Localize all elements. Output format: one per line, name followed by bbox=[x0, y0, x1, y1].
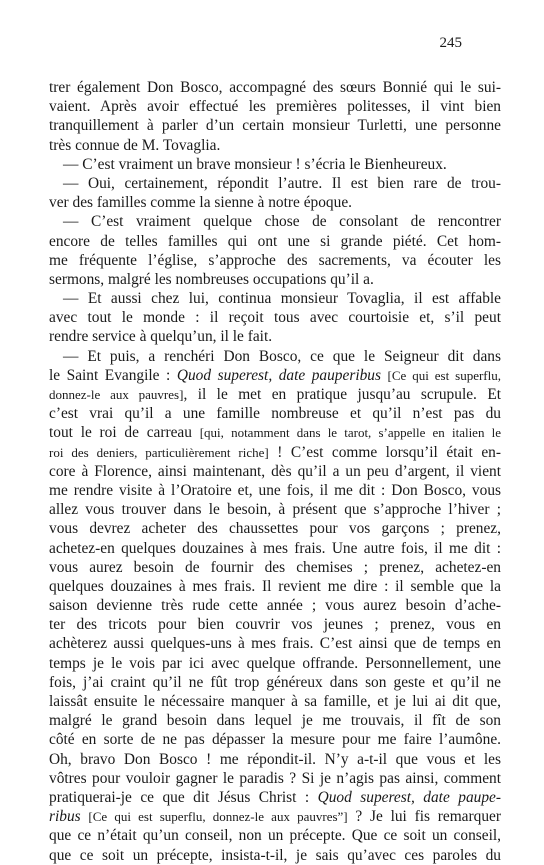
text-line bbox=[49, 155, 501, 174]
latin-quote: Quod superest, date pauperibus bbox=[176, 366, 381, 384]
text-segment: trer également Don Bosco, accompagné des sœurs Bonnié qui le sui- bbox=[49, 79, 501, 96]
text-line bbox=[49, 443, 501, 462]
text-line bbox=[49, 788, 501, 807]
text-line bbox=[49, 193, 501, 212]
text-segment: — C’est vraiment un brave monsieur ! s’écria le Bienheureux. bbox=[63, 155, 447, 173]
text-segment: le Saint Evangile : bbox=[49, 366, 177, 384]
translator-note: [Ce qui est superflu, donnez-le aux pauvres”] bbox=[88, 809, 348, 825]
text-line bbox=[49, 174, 501, 193]
text-segment: allez vous trouver dans le besoin, à présent que s’approche l’hiver ; bbox=[49, 501, 501, 519]
text-line bbox=[49, 750, 501, 769]
translator-note: [qui, notamment dans le tarot, s’appelle en italien le bbox=[199, 425, 501, 441]
text-segment: achèterez aussi quelques-uns à mes frais. C’est ainsi que de temps en bbox=[49, 635, 501, 653]
text-segment: que ce n’était qu’un conseil, non un précepte. Que ce soit un conseil, bbox=[49, 827, 501, 845]
text-line bbox=[49, 270, 501, 289]
text-line bbox=[49, 366, 501, 385]
translator-note: donnez-le aux pauvres] bbox=[49, 387, 184, 402]
text-line bbox=[49, 596, 501, 615]
text-line bbox=[49, 807, 501, 826]
text-segment: vous aurez besoin de fournir des chemises ; prenez, achetez-en bbox=[49, 558, 501, 576]
latin-quote: Quod superest, date paupe- bbox=[317, 788, 501, 806]
text-segment: me fréquente l’église, s’approche des sacrements, va écouter les bbox=[49, 251, 501, 269]
text-segment: malgré le grand besoin dans lequel je me trouvais, il fît de son bbox=[49, 712, 501, 730]
text-segment: ! C’est comme lorsqu’il était en- bbox=[268, 443, 501, 461]
text-segment: que ce soit un précepte, insista-t-il, je sais qu’avec ces paroles du bbox=[49, 846, 501, 864]
text-segment: ter des tricots pour bien couvrir vos jeunes ; prenez, vous en bbox=[49, 616, 501, 634]
text-line bbox=[49, 654, 501, 673]
text-segment: sermons, malgré les nombreuses occupations qu’il a. bbox=[49, 270, 374, 288]
text-line bbox=[49, 97, 501, 116]
text-segment: laissât ensuite le nécessaire manquer à sa famille, et je lui ai dit que, bbox=[49, 693, 501, 710]
text-segment: très connue de M. Tovaglia. bbox=[49, 136, 221, 154]
text-line bbox=[49, 711, 501, 730]
translator-note: roi des deniers, particulièrement riche] bbox=[49, 444, 269, 460]
text-line bbox=[49, 347, 501, 366]
text-segment: fois, j’ai craint qu’il ne fût trop généreux dans son geste et qu’il ne bbox=[49, 673, 501, 691]
text-line bbox=[49, 78, 501, 97]
text-line bbox=[49, 519, 501, 538]
text-line bbox=[49, 404, 501, 423]
text-segment: avec tout le monde : il reçoit tous avec courtoisie et, s’il peut bbox=[49, 309, 501, 327]
text-segment: vous devrez acheter des chaussettes pour vos garçons ; prenez, bbox=[49, 520, 501, 538]
text-segment: rendre service à quelqu’un, il le fait. bbox=[49, 328, 273, 346]
text-segment: ver des familles comme la sienne à notre époque. bbox=[49, 194, 352, 212]
text-segment: core à Florence, ainsi maintenant, dès qu’il a un peu d’argent, il vient bbox=[49, 462, 501, 480]
text-segment: — Et puis, a renchéri Don Bosco, ce que le Seigneur dit dans bbox=[63, 347, 501, 365]
text-segment: — Et aussi chez lui, continua monsieur Tovaglia, il est affable bbox=[63, 290, 501, 308]
text-line bbox=[49, 116, 501, 135]
text-line bbox=[49, 327, 501, 346]
text-line bbox=[49, 826, 501, 845]
text-segment: encore de telles familles qui ont une si grande piété. Cet hom- bbox=[49, 232, 501, 250]
text-line bbox=[49, 730, 501, 749]
text-line bbox=[49, 577, 501, 596]
text-line bbox=[49, 481, 501, 500]
text-line bbox=[49, 212, 501, 231]
text-line bbox=[49, 289, 501, 308]
text-segment: c’est vrai qu’il a une famille nombreuse et qu’il n’est pas du bbox=[49, 405, 501, 423]
text-line bbox=[49, 615, 501, 634]
text-segment: , il le met en pratique jusqu’au scrupule. Et bbox=[183, 386, 501, 403]
text-segment: achetez-en quelques douzaines à mes frais. Une autre fois, il me dit : bbox=[49, 539, 501, 557]
latin-quote: ribus bbox=[49, 808, 81, 826]
text-segment: tranquillement à parler d’un certain monsieur Turletti, une personne bbox=[49, 117, 501, 135]
text-line bbox=[49, 692, 501, 711]
text-segment: Oh, bravo Don Bosco ! me répondit-il. N’y a-t-il que vous et les bbox=[49, 750, 501, 768]
text-line bbox=[49, 385, 501, 404]
text-segment: temps je le vois par ici avec quelque offrande. Personnellement, une bbox=[49, 654, 501, 672]
text-segment: — Oui, certainement, répondit l’autre. Il est bien rare de trou- bbox=[63, 174, 501, 192]
text-segment: me rendre visite à l’Oratoire et, une fois, il me dit : Don Bosco, vous bbox=[49, 481, 501, 499]
text-line bbox=[49, 232, 501, 251]
text-line bbox=[49, 673, 501, 692]
text-line bbox=[49, 500, 501, 519]
text-line bbox=[49, 136, 501, 155]
text-segment bbox=[81, 808, 89, 825]
translator-note: [Ce qui est superflu, bbox=[387, 367, 501, 383]
text-line bbox=[49, 558, 501, 577]
text-segment: vôtres pour vouloir gagner le paradis ? Si je n’agis pas ainsi, comment bbox=[49, 769, 501, 787]
text-segment: côté en sorte de ne pas dépasser la mesure pour me faire l’aumône. bbox=[49, 731, 501, 749]
text-segment: tout le roi de carreau bbox=[49, 424, 200, 442]
text-line bbox=[49, 462, 501, 481]
text-segment: pratiquerai-je ce que dit Jésus Christ : bbox=[49, 788, 318, 806]
text-segment: vaient. Après avoir effectué les premières politesses, il vint bien bbox=[49, 98, 501, 116]
text-segment: quelques douzaines à mes frais. Il revient me dire : il semble que la bbox=[49, 577, 501, 595]
body-text bbox=[49, 78, 501, 865]
page-number: 245 bbox=[439, 35, 462, 51]
text-line bbox=[49, 846, 501, 865]
text-segment: — C’est vraiment quelque chose de consolant de rencontrer bbox=[63, 213, 501, 231]
text-line bbox=[49, 308, 501, 327]
text-line bbox=[49, 423, 501, 442]
text-line bbox=[49, 769, 501, 788]
text-segment: saison devienne très rude cette année ; vous aurez besoin d’ache- bbox=[49, 597, 501, 615]
text-line bbox=[49, 251, 501, 270]
text-segment: ? Je lui fis remarquer bbox=[347, 808, 501, 826]
text-line bbox=[49, 634, 501, 653]
text-line bbox=[49, 539, 501, 558]
